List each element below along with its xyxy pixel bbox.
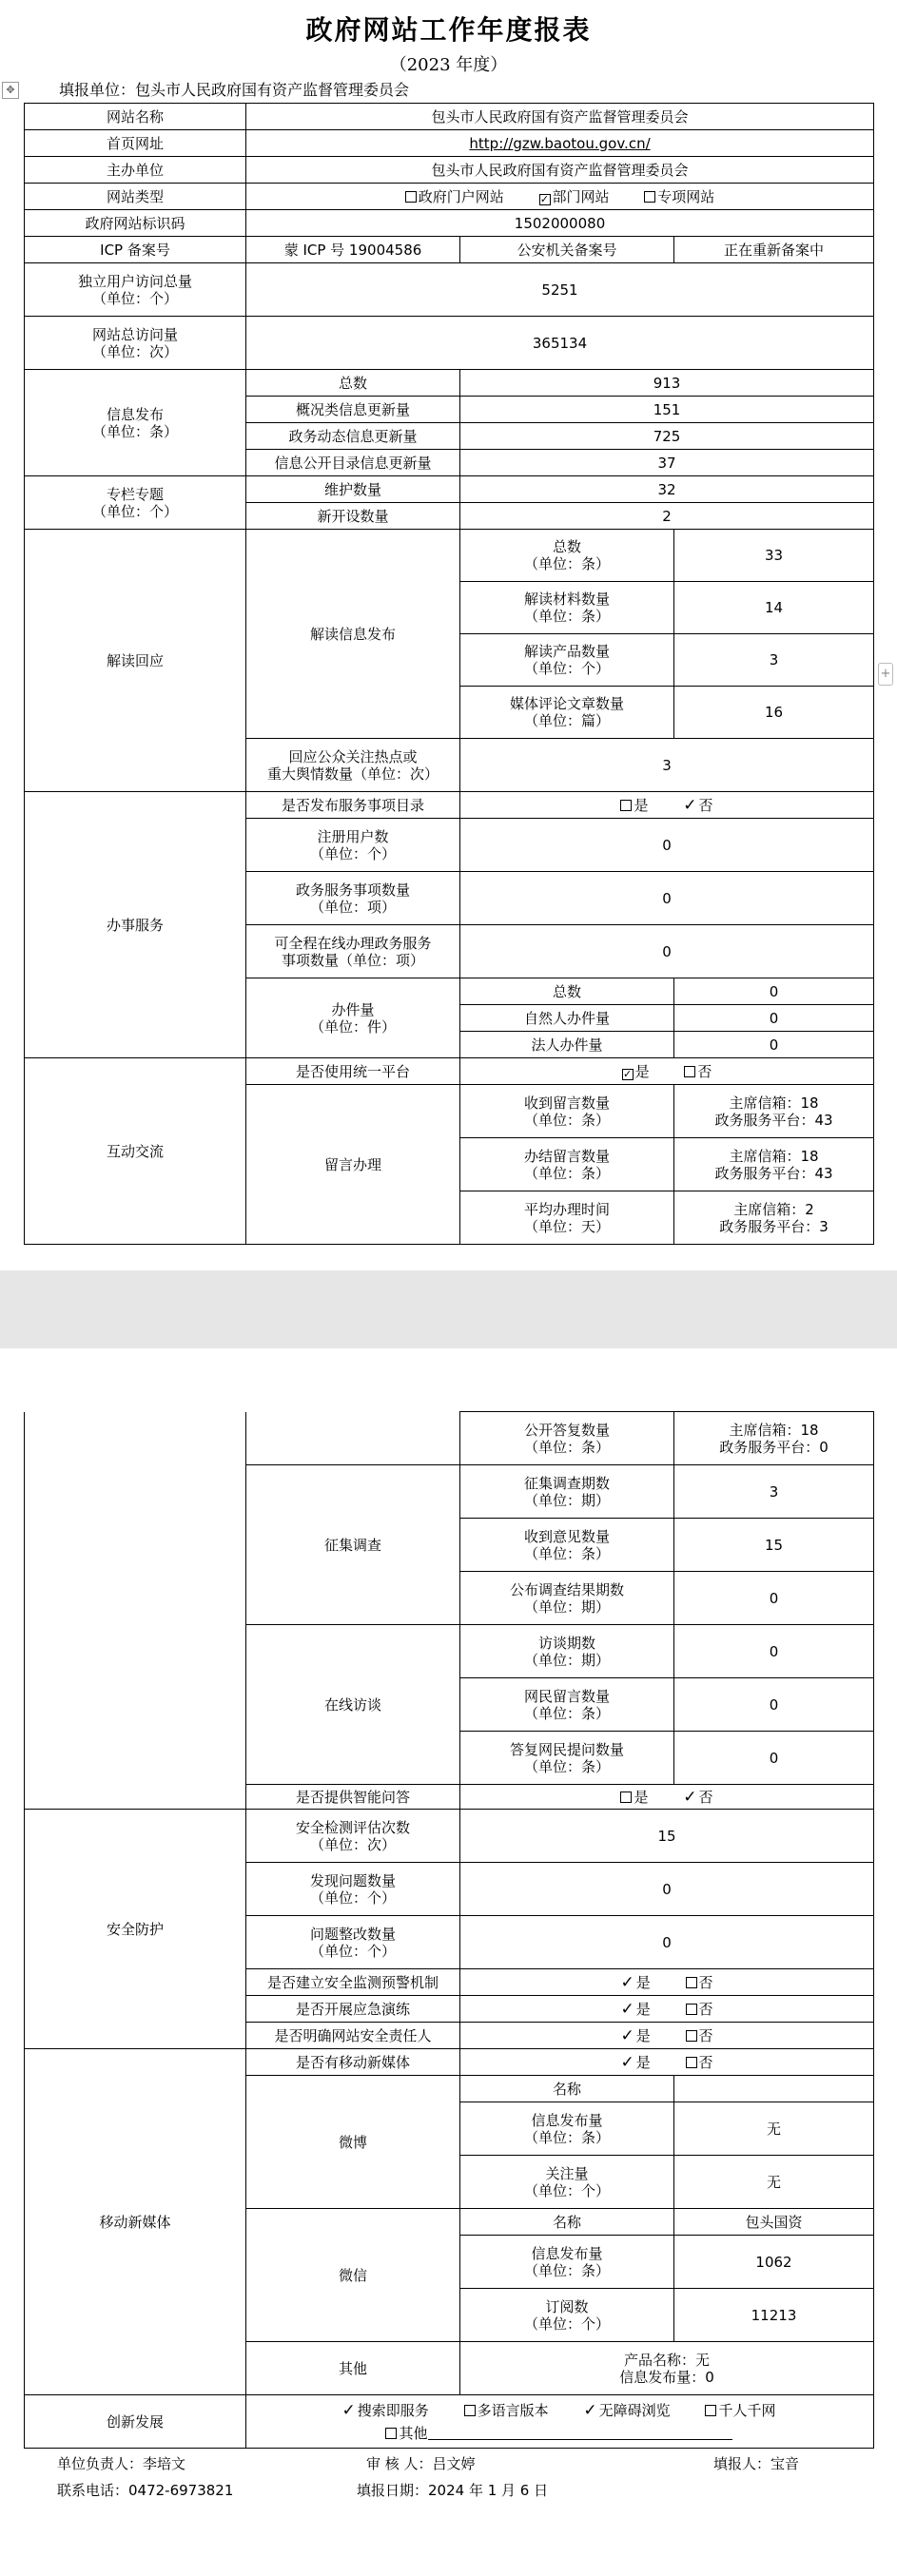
option-no[interactable]: 否	[684, 1063, 712, 1080]
report-page-1	[0, 0, 897, 1270]
cell-value: 0	[460, 925, 874, 978]
row-label: 订阅数 （单位：个）	[460, 2289, 674, 2342]
subsection-label: 办件量 （单位：件）	[246, 978, 460, 1058]
row-label: 征集调查期数 （单位：期）	[460, 1465, 674, 1519]
uv-value: 5251	[246, 263, 874, 317]
checkmark-icon: ✓	[683, 1787, 697, 1807]
section-label-innovation: 创新发展	[25, 2395, 246, 2449]
cell-value: 14	[674, 582, 874, 634]
checkbox-empty-icon	[686, 2057, 697, 2068]
table-move-handle-icon[interactable]: ✥	[2, 82, 19, 99]
table-row	[25, 130, 874, 157]
checkbox-empty-icon	[686, 1977, 697, 1988]
checkbox-empty-icon	[385, 2428, 397, 2439]
row-label: 总数	[460, 978, 674, 1005]
row-label: 自然人办件量	[460, 1005, 674, 1032]
row-label: 平均办理时间 （单位：天）	[460, 1191, 674, 1245]
cell-value: 15	[460, 1810, 874, 1863]
row-label: 解读产品数量 （单位：个）	[460, 634, 674, 687]
row-label: 安全检测评估次数 （单位：次）	[246, 1810, 460, 1863]
cell-value: 37	[460, 450, 874, 476]
row-label: 首页网址	[25, 130, 246, 157]
table-row	[25, 184, 874, 210]
subsection-label: 微博	[246, 2076, 460, 2209]
table-row	[25, 1810, 874, 1863]
checkmark-icon: ✓	[583, 2400, 597, 2420]
checkbox-empty-icon	[705, 2405, 716, 2416]
cell-value: 0	[674, 1005, 874, 1032]
cell-value: 0	[460, 1863, 874, 1916]
row-label: 是否提供智能问答	[246, 1785, 460, 1810]
report-table-part1	[24, 103, 874, 1245]
cell-value: 0	[674, 1572, 874, 1625]
site-name: 包头市人民政府国有资产监督管理委员会	[246, 104, 874, 130]
table-row	[25, 104, 874, 130]
cell-value: 主席信箱：18 政务服务平台：43	[674, 1085, 874, 1138]
cell-value: 0	[674, 1678, 874, 1732]
option-accessibility[interactable]: ✓ 无障碍浏览	[583, 2400, 671, 2420]
cell-value: 2	[460, 503, 874, 530]
table-row	[25, 237, 874, 263]
cell-value: 3	[674, 634, 874, 687]
type-option-special[interactable]: 专项网站	[644, 188, 714, 205]
checkbox-empty-icon	[686, 2004, 697, 2015]
subsection-label: 解读信息发布	[246, 530, 460, 739]
checkmark-icon: ✓	[620, 2025, 634, 2045]
option-yes[interactable]: 是	[620, 797, 648, 814]
row-label: 是否有移动新媒体	[246, 2049, 460, 2076]
row-label: 是否使用统一平台	[246, 1058, 460, 1085]
sponsor: 包头市人民政府国有资产监督管理委员会	[246, 157, 874, 184]
row-label: 维护数量	[246, 476, 460, 503]
row-label: 收到留言数量 （单位：条）	[460, 1085, 674, 1138]
row-label: 访谈期数 （单位：期）	[460, 1625, 674, 1678]
row-label: 新开设数量	[246, 503, 460, 530]
subsection-label: 微信	[246, 2209, 460, 2342]
cell-value: 32	[460, 476, 874, 503]
row-label: 名称	[460, 2076, 674, 2102]
option-yes[interactable]: ✓ 是	[620, 2025, 651, 2045]
checkmark-icon: ✓	[683, 795, 697, 815]
cell-value: 主席信箱：18 政务服务平台：43	[674, 1138, 874, 1191]
option-no[interactable]: 否	[686, 1974, 713, 1991]
option-yes[interactable]: ✓ 是	[623, 1062, 650, 1080]
table-row	[25, 792, 874, 819]
section-label-interpret: 解读回应	[25, 530, 246, 792]
cell-value: 产品名称：无 信息发布量：0	[460, 2342, 874, 2395]
table-row	[25, 210, 874, 237]
subsection-label: 征集调查	[246, 1465, 460, 1625]
row-label: 注册用户数 （单位：个）	[246, 819, 460, 872]
row-label: 主办单位	[25, 157, 246, 184]
cell-value: 无	[674, 2156, 874, 2209]
row-label: 是否建立安全监测预警机制	[246, 1969, 460, 1996]
cell-value: 包头国资	[674, 2209, 874, 2236]
checkbox-empty-icon	[644, 191, 655, 203]
option-no[interactable]: 否	[686, 2054, 713, 2071]
filler-unit: 填报单位：包头市人民政府国有资产监督管理委员会	[59, 81, 410, 99]
cell-value: 0	[460, 819, 874, 872]
section-label-interact: 互动交流	[25, 1058, 246, 1245]
option-yes[interactable]: ✓ 是	[620, 1999, 651, 2019]
subsection-continued	[246, 1412, 460, 1465]
option-yes[interactable]: ✓ 是	[620, 1972, 651, 1992]
checkmark-icon: ✓	[620, 1999, 634, 2019]
row-label: 政务服务事项数量 （单位：项）	[246, 872, 460, 925]
page-title: 政府网站工作年度报表	[305, 14, 592, 46]
table-row	[25, 157, 874, 184]
row-label: 信息发布量 （单位：条）	[460, 2102, 674, 2156]
cell-value: 725	[460, 423, 874, 450]
unit-leader: 单位负责人：李培文	[57, 2455, 186, 2472]
row-label: 网站类型	[25, 184, 246, 210]
table-row	[25, 317, 874, 370]
row-label: 政务动态信息更新量	[246, 423, 460, 450]
checkbox-empty-icon	[620, 800, 632, 811]
row-label: 公布调查结果期数 （单位：期）	[460, 1572, 674, 1625]
type-option-portal[interactable]: 政府门户网站	[405, 188, 504, 205]
police-record: 正在重新备案中	[674, 237, 874, 263]
option-no[interactable]: ✓ 否	[683, 1787, 713, 1807]
icp-number: 蒙 ICP 号 19004586	[246, 237, 460, 263]
cell-value: 0	[460, 1916, 874, 1969]
row-label: 回应公众关注热点或 重大舆情数量（单位：次）	[246, 739, 460, 792]
row-label: 是否明确网站安全责任人	[246, 2023, 460, 2049]
checkbox-empty-icon	[464, 2405, 476, 2416]
row-label: 是否发布服务事项目录	[246, 792, 460, 819]
cell-value: 33	[674, 530, 874, 582]
checkmark-icon: ✓	[620, 1972, 634, 1992]
cell-value: 1062	[674, 2236, 874, 2289]
row-label: 政府网站标识码	[25, 210, 246, 237]
table-row	[25, 2395, 874, 2449]
cell-value: 0	[674, 1732, 874, 1785]
row-label: 独立用户访问总量 （单位：个）	[25, 263, 246, 317]
checkbox-empty-icon	[405, 191, 417, 203]
option-yes[interactable]: ✓ 是	[620, 2052, 651, 2072]
table-row	[25, 1058, 874, 1085]
row-label: 收到意见数量 （单位：条）	[460, 1519, 674, 1572]
cell-value: 0	[674, 978, 874, 1005]
option-search-service[interactable]: ✓ 搜索即服务	[341, 2400, 429, 2420]
row-label: 办结留言数量 （单位：条）	[460, 1138, 674, 1191]
site-code: 1502000080	[246, 210, 874, 237]
filler-person: 填报人：宝音	[713, 2455, 800, 2472]
cell-value: 主席信箱：2 政务服务平台：3	[674, 1191, 874, 1245]
row-label: 信息发布量 （单位：条）	[460, 2236, 674, 2289]
cell-value: 0	[674, 1032, 874, 1058]
option-no[interactable]: 否	[686, 2027, 713, 2044]
cell-value: 3	[674, 1465, 874, 1519]
cell-value: 0	[460, 872, 874, 925]
row-label: 信息公开目录信息更新量	[246, 450, 460, 476]
section-label-special: 专栏专题 （单位：个）	[25, 476, 246, 530]
report-table-part2	[24, 1411, 874, 2449]
row-label: 解读材料数量 （单位：条）	[460, 582, 674, 634]
report-year: （2023 年度）	[389, 55, 508, 75]
row-label: 是否开展应急演练	[246, 1996, 460, 2023]
checkbox-empty-icon	[686, 2030, 697, 2042]
row-label: 答复网民提问数量 （单位：条）	[460, 1732, 674, 1785]
cell-value: 11213	[674, 2289, 874, 2342]
row-label: 关注量 （单位：个）	[460, 2156, 674, 2209]
cell-value: 15	[674, 1519, 874, 1572]
cell-value: 无	[674, 2102, 874, 2156]
row-label: 发现问题数量 （单位：个）	[246, 1863, 460, 1916]
cell-value: 16	[674, 687, 874, 739]
add-column-icon[interactable]: +	[878, 663, 893, 686]
row-label: 问题整改数量 （单位：个）	[246, 1916, 460, 1969]
table-row	[25, 263, 874, 317]
option-personalized[interactable]: 千人千网	[705, 2399, 775, 2422]
section-label-media: 移动新媒体	[25, 2049, 246, 2395]
section-continued-interact	[25, 1412, 246, 1810]
section-label-publish: 信息发布 （单位：条）	[25, 370, 246, 476]
row-label: 名称	[460, 2209, 674, 2236]
cell-value: 151	[460, 397, 874, 423]
table-row	[25, 530, 874, 582]
row-label: 公开答复数量 （单位：条）	[460, 1412, 674, 1465]
contact-phone: 联系电话：0472-6973821	[57, 2482, 234, 2499]
checkbox-empty-icon	[684, 1066, 695, 1077]
table-row	[25, 2049, 874, 2076]
row-label: 网站总访问量 （单位：次）	[25, 317, 246, 370]
home-url-link[interactable]: http://gzw.baotou.gov.cn/	[469, 134, 651, 152]
option-yes[interactable]: 是	[620, 1789, 648, 1806]
fill-date: 填报日期：2024 年 1 月 6 日	[357, 2482, 549, 2499]
row-label: 总数 （单位：条）	[460, 530, 674, 582]
cell-value: 3	[460, 739, 874, 792]
checkmark-icon: ✓	[620, 2052, 634, 2072]
option-multi-language[interactable]: 多语言版本	[464, 2399, 549, 2422]
checkbox-checked-icon: ✓	[539, 192, 550, 205]
section-label-security: 安全防护	[25, 1810, 246, 2049]
cell-value	[674, 2076, 874, 2102]
table-row	[25, 370, 874, 397]
subsection-label: 留言办理	[246, 1085, 460, 1245]
row-label: 网民留言数量 （单位：条）	[460, 1678, 674, 1732]
cell-value: 0	[674, 1625, 874, 1678]
table-row	[25, 476, 874, 503]
row-label: ICP 备案号	[25, 237, 246, 263]
other-blank-line	[428, 2439, 732, 2440]
option-other[interactable]: 其他	[385, 2422, 731, 2445]
report-page-2	[0, 1348, 897, 2576]
cell-value: 主席信箱：18 政务服务平台：0	[674, 1412, 874, 1465]
cell-value: 913	[460, 370, 874, 397]
type-option-department[interactable]: ✓ 部门网站	[539, 187, 610, 205]
row-label: 媒体评论文章数量 （单位：篇）	[460, 687, 674, 739]
row-label: 总数	[246, 370, 460, 397]
section-label-service: 办事服务	[25, 792, 246, 1058]
row-label: 网站名称	[25, 104, 246, 130]
option-no[interactable]: ✓ 否	[683, 795, 713, 815]
row-label: 可全程在线办理政务服务 事项数量（单位：项）	[246, 925, 460, 978]
table-row	[25, 1412, 874, 1465]
checkbox-empty-icon	[620, 1792, 632, 1803]
subsection-label: 在线访谈	[246, 1625, 460, 1785]
row-label: 公安机关备案号	[460, 237, 674, 263]
subsection-label: 其他	[246, 2342, 460, 2395]
reviewer: 审 核 人：吕文婷	[366, 2455, 476, 2472]
checkmark-icon: ✓	[341, 2400, 356, 2420]
checkbox-checked-icon: ✓	[623, 1067, 633, 1080]
row-label: 概况类信息更新量	[246, 397, 460, 423]
row-label: 法人办件量	[460, 1032, 674, 1058]
option-no[interactable]: 否	[686, 2001, 713, 2018]
pv-value: 365134	[246, 317, 874, 370]
